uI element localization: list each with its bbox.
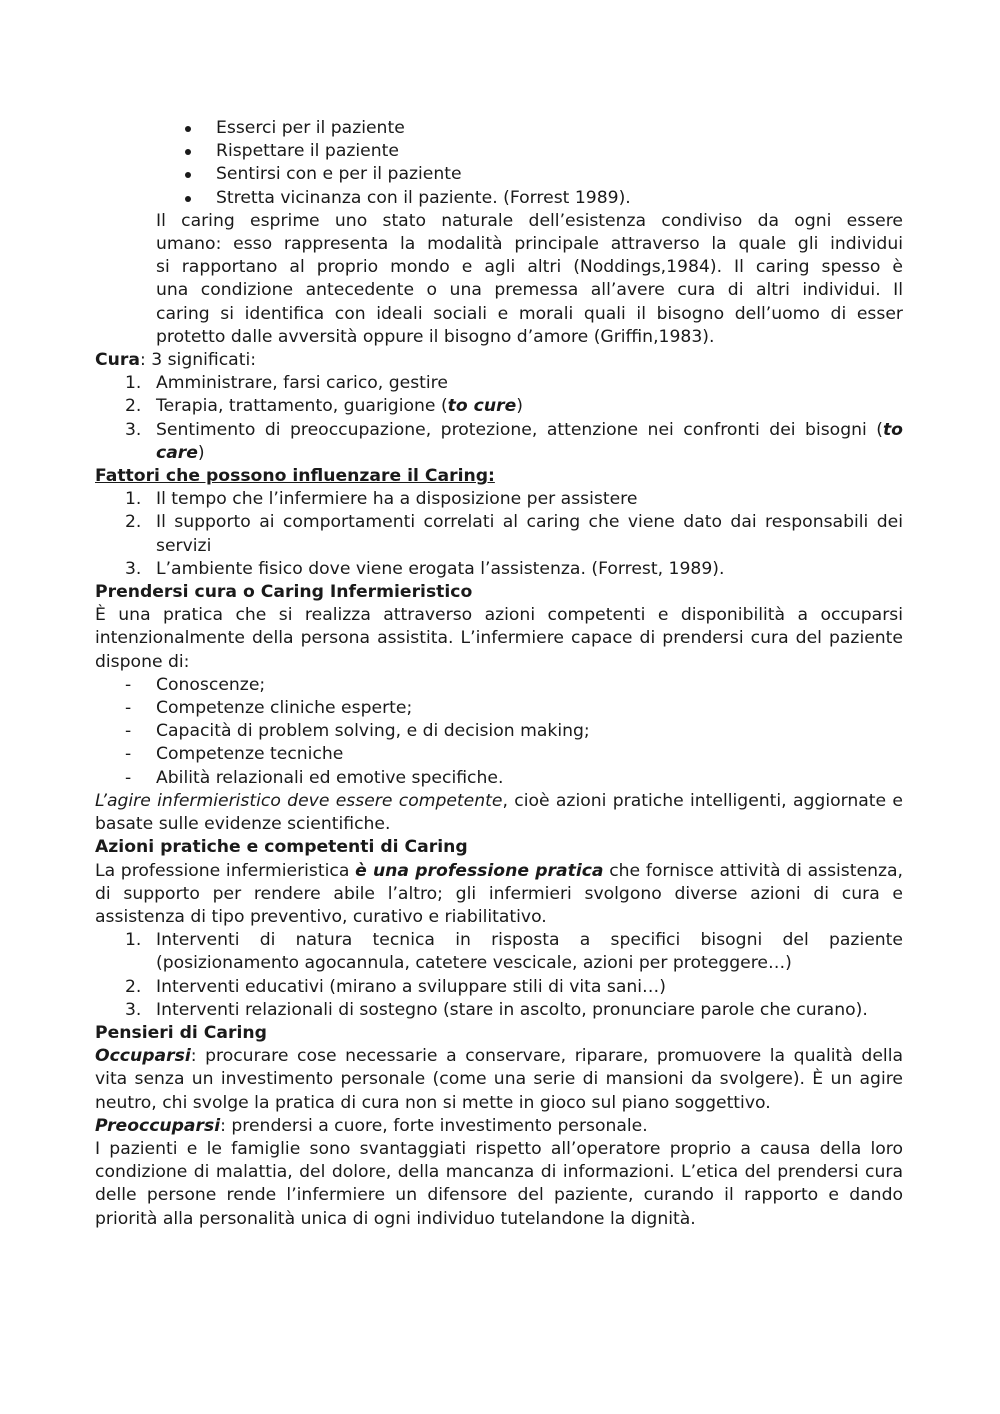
list-item: 3. L’ambiente fisico dove viene erogata l’assistenza. (Forrest, 1989). <box>125 558 725 579</box>
cura-heading: Cura: 3 significati: <box>95 350 257 371</box>
fattori-list <box>95 488 903 581</box>
list-item: 3. Sentimento di preoccupazione, protezione, attenzione nei confronti dei bisogni (to care) <box>125 419 903 463</box>
pensieri-heading: Pensieri di Caring <box>95 1022 267 1043</box>
list-item: - Capacità di problem solving, e di decision making; <box>125 721 590 742</box>
interventi-list <box>95 929 903 1022</box>
list-item: 3. Interventi relazionali di sostegno (stare in ascolto, pronunciare parole che curano). <box>125 999 868 1020</box>
list-item: 1. Interventi di natura tecnica in risposta a specifici bisogni del paziente (posizionamento agocannula, catetere vescicale, azioni per proteggere…) <box>125 930 903 974</box>
paragraph-line: si rapportano al proprio mondo e agli altri (Noddings,1984). Il caring spesso è <box>156 257 903 278</box>
paragraph-line: umano: esso rappresenta la modalità principale attraverso la quale gli individui <box>156 234 903 255</box>
list-item: - Competenze cliniche esperte; <box>125 698 413 719</box>
list-item: Rispettare il paziente <box>185 140 903 163</box>
bullet-icon <box>185 149 191 155</box>
occuparsi-paragraph: Occuparsi: procurare cose necessarie a conservare, riparare, promuovere la qualità della vita senza un investimento personale (come una serie di mansioni da svolgere). È un agire neutro, chi svolge la pratica di cura non si mette in gioco sul piano soggettivo. <box>95 1046 903 1113</box>
prendersi-heading: Prendersi cura o Caring Infermieristico <box>95 582 473 603</box>
agire-paragraph: L’agire infermieristico deve essere competente, cioè azioni pratiche intelligenti, aggiornate e basate sulle evidenze scientifiche. <box>95 790 904 835</box>
list-item: Stretta vicinanza con il paziente. (Forrest 1989). <box>185 187 903 210</box>
competenze-list <box>95 674 903 790</box>
paragraph-line: caring si identifica con ideali sociali e morali quali il bisogno dell’uomo di esser <box>156 303 903 324</box>
bullet-icon <box>185 196 191 202</box>
list-item: - Conoscenze; <box>125 674 266 695</box>
caring-paragraph <box>95 210 903 349</box>
azioni-heading: Azioni pratiche e competenti di Caring <box>95 837 468 858</box>
preoccuparsi-paragraph: Preoccuparsi: prendersi a cuore, forte investimento personale. <box>95 1115 648 1136</box>
prendersi-paragraph: È una pratica che si realizza attraverso azioni competenti e disponibilità a occuparsi intenzionalmente della persona assistita. L’infermiere capace di prendersi cura del paziente dispone di: <box>95 605 903 672</box>
fattori-heading: Fattori che possono influenzare il Caring: <box>95 466 495 487</box>
bullet-list-caring <box>95 117 903 210</box>
list-item: - Abilità relazionali ed emotive specifiche. <box>125 767 504 788</box>
paragraph-line: protetto dalle avversità oppure il bisogno d’amore (Griffin,1983). <box>156 326 715 347</box>
list-item: 2. Terapia, trattamento, guarigione (to cure) <box>125 396 523 417</box>
azioni-paragraph: La professione infermieristica è una professione pratica che fornisce attività di assistenza, di supporto per rendere abile l’altro; gli infermieri svolgono diverse azioni di cura e assistenza di tipo preventivo, curativo e riabilitativo. <box>95 860 903 927</box>
paragraph-line: una condizione antecedente o una premessa all’avere cura di altri individui. Il <box>156 280 903 301</box>
list-item: 1. Amministrare, farsi carico, gestire <box>125 373 448 394</box>
list-item: - Competenze tecniche <box>125 744 344 765</box>
list-item: 2. Il supporto ai comportamenti correlati al caring che viene dato dai responsabili dei servizi <box>125 512 903 556</box>
list-item: Sentirsi con e per il paziente <box>185 163 903 186</box>
bullet-icon <box>185 126 191 132</box>
cura-list <box>95 372 903 465</box>
document-page <box>95 117 903 1231</box>
list-item: Esserci per il paziente <box>185 117 903 140</box>
final-paragraph: I pazienti e le famiglie sono svantaggiati rispetto all’operatore proprio a causa della loro condizione di malattia, del dolore, della mancanza di informazioni. L’etica del prendersi cura delle persone rende l’infermiere un difensore del paziente, curando il rapporto e dando priorità alla personalità unica di ogni individuo tutelandone la dignità. <box>95 1138 903 1229</box>
list-item: 1. Il tempo che l’infermiere ha a disposizione per assistere <box>125 489 638 510</box>
list-item: 2. Interventi educativi (mirano a sviluppare stili di vita sani…) <box>125 976 666 997</box>
bullet-icon <box>185 172 191 178</box>
paragraph-line: Il caring esprime uno stato naturale dell’esistenza condiviso da ogni essere <box>156 210 903 231</box>
